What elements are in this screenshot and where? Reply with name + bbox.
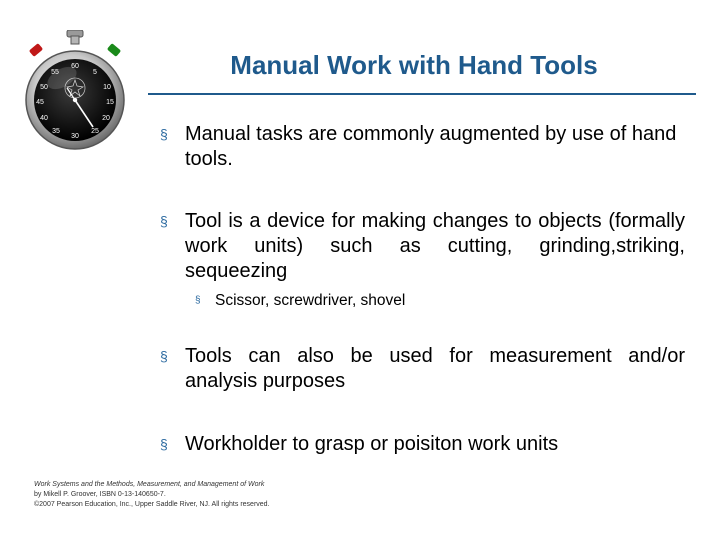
svg-text:60: 60 [71,63,79,70]
bullet-text: Tool is a device for making changes to objects (formally work units) such as cutting, grinding,striking, sequeezing [185,210,685,282]
svg-text:40: 40 [40,115,48,122]
title-divider [148,93,696,95]
slide-title: Manual Work with Hand Tools [230,50,598,80]
svg-text:30: 30 [71,133,79,140]
svg-text:5: 5 [93,69,97,76]
sub-bullet-marker: § [195,295,201,306]
svg-text:35: 35 [52,128,60,135]
svg-text:20: 20 [102,115,110,122]
svg-text:15: 15 [106,99,114,106]
svg-text:45: 45 [36,99,44,106]
bullet-item [160,432,685,457]
copyright-footer [34,480,270,510]
stopwatch-icon [22,30,132,150]
sub-bullet-item [195,291,675,311]
bullet-marker: § [160,348,168,364]
bullet-text: Manual tasks are commonly augmented by use of hand tools. [185,123,677,170]
bullet-text: Workholder to grasp or poisiton work units [185,433,559,455]
footer-line: Work Systems and the Methods, Measurement, and Management of Work [34,481,265,488]
svg-text:10: 10 [103,84,111,91]
bullet-text: Tools can also be used for measurement and/or analysis purposes [185,345,685,392]
footer-line: by Mikell P. Groover, ISBN 0-13-140650-7. [34,491,166,498]
sub-bullet-text: Scissor, screwdriver, shovel [215,292,406,309]
bullet-marker: § [160,213,168,229]
bullet-item [160,344,685,394]
bullet-marker: § [160,126,168,142]
svg-text:55: 55 [51,69,59,76]
bullet-item [160,209,685,284]
svg-text:25: 25 [91,128,99,135]
svg-text:50: 50 [40,84,48,91]
bullet-item [160,122,685,172]
footer-line: ©2007 Pearson Education, Inc., Upper Saddle River, NJ. All rights reserved. [34,501,270,508]
bullet-marker: § [160,436,168,452]
